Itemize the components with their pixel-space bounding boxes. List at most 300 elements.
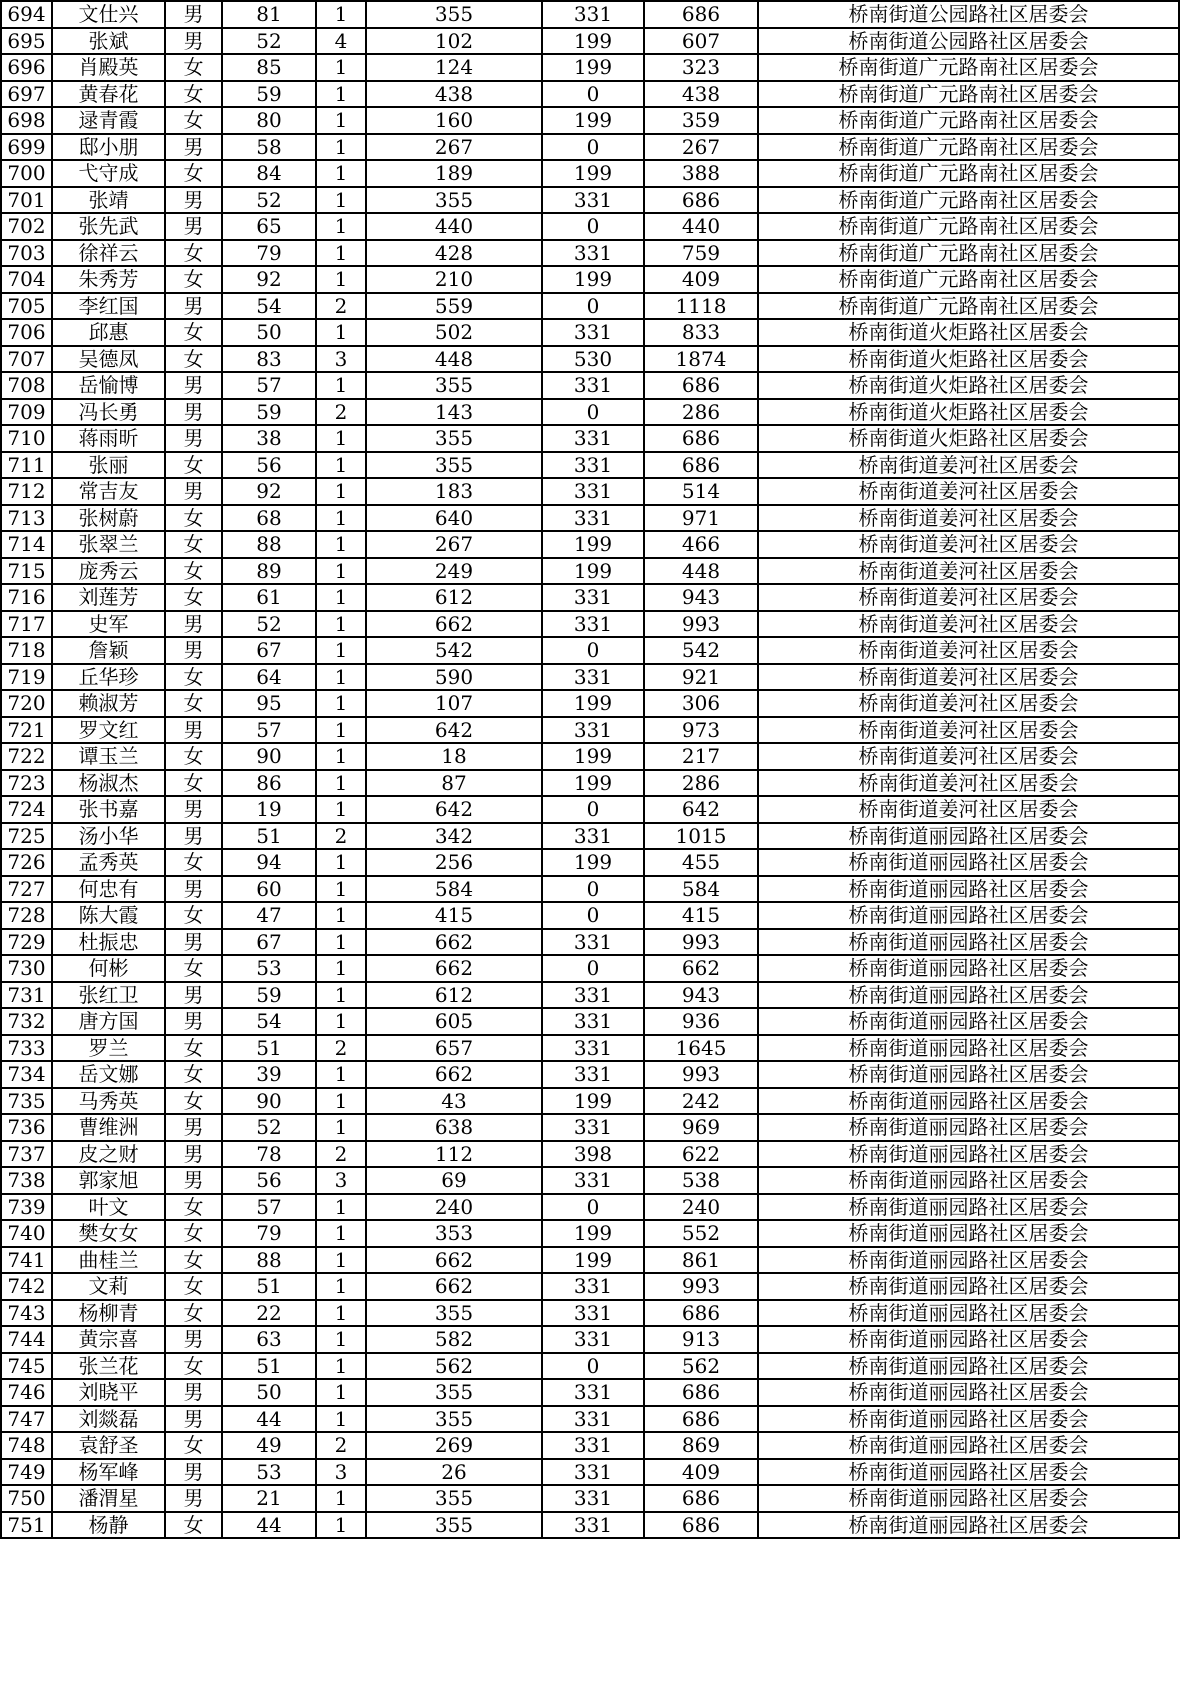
cell-community: 桥南街道丽园路社区居委会 bbox=[758, 1194, 1179, 1221]
cell-gender: 男 bbox=[165, 293, 222, 320]
cell-household-size: 1 bbox=[316, 876, 366, 903]
cell-name: 曲桂兰 bbox=[52, 1247, 165, 1274]
cell-amount-a: 267 bbox=[366, 531, 542, 558]
cell-total-amount: 686 bbox=[644, 1300, 758, 1327]
cell-amount-b: 0 bbox=[542, 637, 644, 664]
cell-amount-a: 662 bbox=[366, 1061, 542, 1088]
table-row bbox=[1, 160, 1179, 187]
cell-community: 桥南街道姜河社区居委会 bbox=[758, 452, 1179, 479]
cell-row-number: 738 bbox=[1, 1167, 52, 1194]
cell-name: 朱秀芳 bbox=[52, 266, 165, 293]
cell-total-amount: 409 bbox=[644, 266, 758, 293]
cell-amount-b: 331 bbox=[542, 425, 644, 452]
cell-household-size: 1 bbox=[316, 240, 366, 267]
cell-household-size: 1 bbox=[316, 902, 366, 929]
cell-household-size: 3 bbox=[316, 1459, 366, 1486]
cell-amount-a: 662 bbox=[366, 1247, 542, 1274]
cell-amount-b: 331 bbox=[542, 1300, 644, 1327]
cell-age: 58 bbox=[222, 134, 316, 161]
table-row bbox=[1, 690, 1179, 717]
cell-row-number: 713 bbox=[1, 505, 52, 532]
cell-total-amount: 642 bbox=[644, 796, 758, 823]
cell-amount-a: 342 bbox=[366, 823, 542, 850]
cell-amount-a: 160 bbox=[366, 107, 542, 134]
cell-amount-b: 0 bbox=[542, 1353, 644, 1380]
cell-amount-a: 249 bbox=[366, 558, 542, 585]
cell-name: 罗文红 bbox=[52, 717, 165, 744]
cell-total-amount: 552 bbox=[644, 1220, 758, 1247]
cell-age: 65 bbox=[222, 213, 316, 240]
table-row bbox=[1, 240, 1179, 267]
cell-amount-b: 199 bbox=[542, 266, 644, 293]
cell-amount-b: 331 bbox=[542, 1061, 644, 1088]
table-row bbox=[1, 505, 1179, 532]
table-row bbox=[1, 1459, 1179, 1486]
cell-amount-b: 331 bbox=[542, 982, 644, 1009]
cell-amount-b: 331 bbox=[542, 664, 644, 691]
table-row bbox=[1, 1220, 1179, 1247]
cell-row-number: 716 bbox=[1, 584, 52, 611]
cell-amount-b: 530 bbox=[542, 346, 644, 373]
cell-name: 黄春花 bbox=[52, 81, 165, 108]
cell-name: 杨静 bbox=[52, 1512, 165, 1539]
table-row bbox=[1, 982, 1179, 1009]
cell-community: 桥南街道广元路南社区居委会 bbox=[758, 187, 1179, 214]
cell-age: 52 bbox=[222, 187, 316, 214]
cell-age: 84 bbox=[222, 160, 316, 187]
cell-gender: 男 bbox=[165, 399, 222, 426]
cell-community: 桥南街道广元路南社区居委会 bbox=[758, 293, 1179, 320]
cell-row-number: 712 bbox=[1, 478, 52, 505]
cell-age: 51 bbox=[222, 1353, 316, 1380]
cell-household-size: 1 bbox=[316, 160, 366, 187]
cell-gender: 女 bbox=[165, 584, 222, 611]
cell-amount-b: 0 bbox=[542, 876, 644, 903]
cell-household-size: 3 bbox=[316, 1167, 366, 1194]
cell-name: 刘莲芳 bbox=[52, 584, 165, 611]
cell-gender: 男 bbox=[165, 823, 222, 850]
cell-age: 57 bbox=[222, 372, 316, 399]
cell-age: 81 bbox=[222, 1, 316, 28]
cell-gender: 女 bbox=[165, 902, 222, 929]
cell-gender: 女 bbox=[165, 1432, 222, 1459]
table-row bbox=[1, 1114, 1179, 1141]
cell-community: 桥南街道丽园路社区居委会 bbox=[758, 1061, 1179, 1088]
table-row bbox=[1, 1353, 1179, 1380]
cell-age: 79 bbox=[222, 1220, 316, 1247]
cell-household-size: 1 bbox=[316, 531, 366, 558]
cell-total-amount: 686 bbox=[644, 187, 758, 214]
cell-age: 95 bbox=[222, 690, 316, 717]
cell-total-amount: 1645 bbox=[644, 1035, 758, 1062]
cell-row-number: 695 bbox=[1, 28, 52, 55]
cell-household-size: 1 bbox=[316, 1194, 366, 1221]
cell-name: 张先武 bbox=[52, 213, 165, 240]
cell-community: 桥南街道丽园路社区居委会 bbox=[758, 982, 1179, 1009]
cell-age: 67 bbox=[222, 929, 316, 956]
cell-name: 叶文 bbox=[52, 1194, 165, 1221]
cell-amount-a: 415 bbox=[366, 902, 542, 929]
cell-row-number: 751 bbox=[1, 1512, 52, 1539]
cell-community: 桥南街道公园路社区居委会 bbox=[758, 28, 1179, 55]
cell-gender: 女 bbox=[165, 1061, 222, 1088]
cell-name: 潘渭星 bbox=[52, 1485, 165, 1512]
cell-total-amount: 686 bbox=[644, 1485, 758, 1512]
cell-age: 94 bbox=[222, 849, 316, 876]
cell-household-size: 1 bbox=[316, 849, 366, 876]
cell-household-size: 1 bbox=[316, 478, 366, 505]
cell-amount-a: 143 bbox=[366, 399, 542, 426]
table-row bbox=[1, 28, 1179, 55]
table-row bbox=[1, 1406, 1179, 1433]
cell-name: 杨淑杰 bbox=[52, 770, 165, 797]
cell-gender: 女 bbox=[165, 452, 222, 479]
cell-household-size: 1 bbox=[316, 584, 366, 611]
cell-household-size: 1 bbox=[316, 1353, 366, 1380]
cell-age: 80 bbox=[222, 107, 316, 134]
cell-name: 庞秀云 bbox=[52, 558, 165, 585]
cell-community: 桥南街道丽园路社区居委会 bbox=[758, 849, 1179, 876]
table-row bbox=[1, 1379, 1179, 1406]
cell-name: 罗兰 bbox=[52, 1035, 165, 1062]
cell-total-amount: 448 bbox=[644, 558, 758, 585]
table-row bbox=[1, 1, 1179, 28]
cell-name: 岳文娜 bbox=[52, 1061, 165, 1088]
cell-total-amount: 622 bbox=[644, 1141, 758, 1168]
cell-amount-a: 69 bbox=[366, 1167, 542, 1194]
cell-row-number: 694 bbox=[1, 1, 52, 28]
cell-row-number: 743 bbox=[1, 1300, 52, 1327]
cell-amount-b: 331 bbox=[542, 1485, 644, 1512]
cell-gender: 女 bbox=[165, 1035, 222, 1062]
cell-total-amount: 240 bbox=[644, 1194, 758, 1221]
cell-community: 桥南街道丽园路社区居委会 bbox=[758, 929, 1179, 956]
cell-household-size: 1 bbox=[316, 1406, 366, 1433]
cell-amount-b: 199 bbox=[542, 770, 644, 797]
cell-community: 桥南街道广元路南社区居委会 bbox=[758, 240, 1179, 267]
cell-gender: 女 bbox=[165, 1512, 222, 1539]
cell-community: 桥南街道火炬路社区居委会 bbox=[758, 399, 1179, 426]
cell-total-amount: 662 bbox=[644, 955, 758, 982]
cell-household-size: 1 bbox=[316, 717, 366, 744]
cell-name: 李红国 bbox=[52, 293, 165, 320]
cell-age: 64 bbox=[222, 664, 316, 691]
cell-community: 桥南街道火炬路社区居委会 bbox=[758, 372, 1179, 399]
cell-gender: 男 bbox=[165, 1379, 222, 1406]
cell-row-number: 745 bbox=[1, 1353, 52, 1380]
cell-community: 桥南街道姜河社区居委会 bbox=[758, 796, 1179, 823]
cell-household-size: 2 bbox=[316, 1035, 366, 1062]
cell-gender: 男 bbox=[165, 717, 222, 744]
cell-age: 50 bbox=[222, 1379, 316, 1406]
cell-age: 85 bbox=[222, 54, 316, 81]
cell-amount-b: 0 bbox=[542, 1194, 644, 1221]
cell-community: 桥南街道广元路南社区居委会 bbox=[758, 266, 1179, 293]
cell-total-amount: 323 bbox=[644, 54, 758, 81]
cell-total-amount: 869 bbox=[644, 1432, 758, 1459]
cell-amount-a: 102 bbox=[366, 28, 542, 55]
cell-gender: 女 bbox=[165, 1273, 222, 1300]
cell-community: 桥南街道丽园路社区居委会 bbox=[758, 1008, 1179, 1035]
cell-total-amount: 562 bbox=[644, 1353, 758, 1380]
cell-household-size: 1 bbox=[316, 54, 366, 81]
cell-household-size: 1 bbox=[316, 796, 366, 823]
cell-total-amount: 466 bbox=[644, 531, 758, 558]
cell-household-size: 2 bbox=[316, 1432, 366, 1459]
cell-row-number: 726 bbox=[1, 849, 52, 876]
cell-age: 21 bbox=[222, 1485, 316, 1512]
cell-amount-b: 199 bbox=[542, 849, 644, 876]
cell-community: 桥南街道丽园路社区居委会 bbox=[758, 1326, 1179, 1353]
cell-amount-a: 355 bbox=[366, 1485, 542, 1512]
cell-row-number: 711 bbox=[1, 452, 52, 479]
cell-age: 47 bbox=[222, 902, 316, 929]
cell-gender: 男 bbox=[165, 187, 222, 214]
cell-row-number: 722 bbox=[1, 743, 52, 770]
cell-amount-b: 331 bbox=[542, 1167, 644, 1194]
cell-age: 90 bbox=[222, 743, 316, 770]
cell-amount-b: 331 bbox=[542, 1379, 644, 1406]
cell-amount-a: 355 bbox=[366, 372, 542, 399]
cell-row-number: 737 bbox=[1, 1141, 52, 1168]
cell-total-amount: 415 bbox=[644, 902, 758, 929]
cell-community: 桥南街道丽园路社区居委会 bbox=[758, 1485, 1179, 1512]
cell-total-amount: 1118 bbox=[644, 293, 758, 320]
cell-community: 桥南街道丽园路社区居委会 bbox=[758, 1300, 1179, 1327]
cell-amount-b: 331 bbox=[542, 929, 644, 956]
cell-community: 桥南街道丽园路社区居委会 bbox=[758, 1141, 1179, 1168]
cell-name: 唐方国 bbox=[52, 1008, 165, 1035]
cell-name: 张靖 bbox=[52, 187, 165, 214]
cell-amount-a: 267 bbox=[366, 134, 542, 161]
cell-gender: 男 bbox=[165, 372, 222, 399]
cell-amount-b: 199 bbox=[542, 28, 644, 55]
cell-amount-a: 43 bbox=[366, 1088, 542, 1115]
cell-household-size: 1 bbox=[316, 187, 366, 214]
cell-total-amount: 921 bbox=[644, 664, 758, 691]
cell-row-number: 734 bbox=[1, 1061, 52, 1088]
cell-total-amount: 607 bbox=[644, 28, 758, 55]
table-row bbox=[1, 717, 1179, 744]
cell-total-amount: 388 bbox=[644, 160, 758, 187]
cell-household-size: 1 bbox=[316, 81, 366, 108]
cell-amount-b: 331 bbox=[542, 1114, 644, 1141]
cell-amount-b: 199 bbox=[542, 1088, 644, 1115]
cell-age: 53 bbox=[222, 1459, 316, 1486]
cell-gender: 女 bbox=[165, 1088, 222, 1115]
cell-household-size: 1 bbox=[316, 425, 366, 452]
cell-row-number: 699 bbox=[1, 134, 52, 161]
cell-row-number: 704 bbox=[1, 266, 52, 293]
cell-total-amount: 993 bbox=[644, 929, 758, 956]
cell-amount-b: 331 bbox=[542, 823, 644, 850]
cell-community: 桥南街道姜河社区居委会 bbox=[758, 478, 1179, 505]
cell-age: 49 bbox=[222, 1432, 316, 1459]
cell-amount-b: 0 bbox=[542, 796, 644, 823]
cell-amount-a: 440 bbox=[366, 213, 542, 240]
table-body bbox=[1, 1, 1179, 1538]
cell-household-size: 1 bbox=[316, 1220, 366, 1247]
cell-total-amount: 686 bbox=[644, 1406, 758, 1433]
cell-total-amount: 1015 bbox=[644, 823, 758, 850]
cell-community: 桥南街道丽园路社区居委会 bbox=[758, 1035, 1179, 1062]
cell-gender: 女 bbox=[165, 531, 222, 558]
cell-community: 桥南街道广元路南社区居委会 bbox=[758, 54, 1179, 81]
cell-row-number: 723 bbox=[1, 770, 52, 797]
table-row bbox=[1, 213, 1179, 240]
cell-amount-a: 353 bbox=[366, 1220, 542, 1247]
cell-name: 杜振忠 bbox=[52, 929, 165, 956]
cell-gender: 女 bbox=[165, 1300, 222, 1327]
cell-gender: 男 bbox=[165, 425, 222, 452]
cell-household-size: 1 bbox=[316, 770, 366, 797]
table-row bbox=[1, 584, 1179, 611]
cell-gender: 男 bbox=[165, 1008, 222, 1035]
cell-household-size: 1 bbox=[316, 1326, 366, 1353]
cell-name: 徐祥云 bbox=[52, 240, 165, 267]
cell-age: 51 bbox=[222, 1273, 316, 1300]
cell-gender: 男 bbox=[165, 1114, 222, 1141]
cell-amount-a: 662 bbox=[366, 611, 542, 638]
table-row bbox=[1, 1247, 1179, 1274]
cell-gender: 男 bbox=[165, 28, 222, 55]
cell-total-amount: 993 bbox=[644, 1061, 758, 1088]
cell-community: 桥南街道广元路南社区居委会 bbox=[758, 134, 1179, 161]
cell-total-amount: 306 bbox=[644, 690, 758, 717]
cell-gender: 男 bbox=[165, 213, 222, 240]
cell-row-number: 701 bbox=[1, 187, 52, 214]
cell-amount-b: 0 bbox=[542, 955, 644, 982]
cell-household-size: 1 bbox=[316, 1512, 366, 1539]
cell-gender: 女 bbox=[165, 240, 222, 267]
cell-row-number: 733 bbox=[1, 1035, 52, 1062]
cell-gender: 女 bbox=[165, 107, 222, 134]
cell-row-number: 708 bbox=[1, 372, 52, 399]
cell-gender: 女 bbox=[165, 558, 222, 585]
cell-amount-a: 542 bbox=[366, 637, 542, 664]
cell-row-number: 736 bbox=[1, 1114, 52, 1141]
cell-amount-b: 331 bbox=[542, 1459, 644, 1486]
cell-household-size: 4 bbox=[316, 28, 366, 55]
table-row bbox=[1, 346, 1179, 373]
cell-name: 张斌 bbox=[52, 28, 165, 55]
cell-age: 92 bbox=[222, 478, 316, 505]
cell-name: 弋守成 bbox=[52, 160, 165, 187]
cell-community: 桥南街道丽园路社区居委会 bbox=[758, 1512, 1179, 1539]
cell-amount-b: 199 bbox=[542, 1220, 644, 1247]
table-row bbox=[1, 849, 1179, 876]
table-row bbox=[1, 293, 1179, 320]
cell-household-size: 2 bbox=[316, 293, 366, 320]
cell-name: 张书嘉 bbox=[52, 796, 165, 823]
table-row bbox=[1, 1167, 1179, 1194]
cell-name: 樊女女 bbox=[52, 1220, 165, 1247]
cell-amount-a: 584 bbox=[366, 876, 542, 903]
cell-name: 张翠兰 bbox=[52, 531, 165, 558]
cell-amount-b: 398 bbox=[542, 1141, 644, 1168]
cell-row-number: 725 bbox=[1, 823, 52, 850]
cell-household-size: 1 bbox=[316, 1485, 366, 1512]
cell-amount-b: 331 bbox=[542, 372, 644, 399]
cell-name: 杨柳青 bbox=[52, 1300, 165, 1327]
cell-name: 皮之财 bbox=[52, 1141, 165, 1168]
cell-community: 桥南街道丽园路社区居委会 bbox=[758, 1406, 1179, 1433]
cell-row-number: 748 bbox=[1, 1432, 52, 1459]
cell-gender: 女 bbox=[165, 849, 222, 876]
cell-amount-a: 355 bbox=[366, 1379, 542, 1406]
cell-amount-b: 331 bbox=[542, 240, 644, 267]
cell-row-number: 742 bbox=[1, 1273, 52, 1300]
cell-amount-b: 199 bbox=[542, 107, 644, 134]
cell-gender: 男 bbox=[165, 478, 222, 505]
table-row bbox=[1, 611, 1179, 638]
cell-gender: 男 bbox=[165, 929, 222, 956]
table-row bbox=[1, 452, 1179, 479]
cell-row-number: 730 bbox=[1, 955, 52, 982]
cell-amount-a: 428 bbox=[366, 240, 542, 267]
table-row bbox=[1, 1432, 1179, 1459]
cell-gender: 男 bbox=[165, 1485, 222, 1512]
cell-gender: 男 bbox=[165, 134, 222, 161]
cell-amount-a: 87 bbox=[366, 770, 542, 797]
cell-amount-b: 0 bbox=[542, 81, 644, 108]
cell-age: 88 bbox=[222, 1247, 316, 1274]
cell-amount-b: 0 bbox=[542, 399, 644, 426]
cell-gender: 男 bbox=[165, 637, 222, 664]
table-row bbox=[1, 1194, 1179, 1221]
cell-household-size: 1 bbox=[316, 319, 366, 346]
cell-household-size: 2 bbox=[316, 1141, 366, 1168]
table-row bbox=[1, 319, 1179, 346]
cell-age: 61 bbox=[222, 584, 316, 611]
cell-row-number: 700 bbox=[1, 160, 52, 187]
cell-household-size: 1 bbox=[316, 372, 366, 399]
cell-amount-a: 256 bbox=[366, 849, 542, 876]
cell-gender: 女 bbox=[165, 81, 222, 108]
table-row bbox=[1, 266, 1179, 293]
cell-total-amount: 686 bbox=[644, 1379, 758, 1406]
cell-name: 陈大霞 bbox=[52, 902, 165, 929]
cell-community: 桥南街道姜河社区居委会 bbox=[758, 770, 1179, 797]
cell-community: 桥南街道姜河社区居委会 bbox=[758, 664, 1179, 691]
cell-total-amount: 514 bbox=[644, 478, 758, 505]
table-row bbox=[1, 823, 1179, 850]
cell-total-amount: 538 bbox=[644, 1167, 758, 1194]
cell-row-number: 729 bbox=[1, 929, 52, 956]
cell-gender: 男 bbox=[165, 1141, 222, 1168]
cell-household-size: 1 bbox=[316, 955, 366, 982]
cell-community: 桥南街道姜河社区居委会 bbox=[758, 558, 1179, 585]
cell-community: 桥南街道姜河社区居委会 bbox=[758, 690, 1179, 717]
cell-community: 桥南街道丽园路社区居委会 bbox=[758, 1379, 1179, 1406]
cell-community: 桥南街道火炬路社区居委会 bbox=[758, 346, 1179, 373]
cell-amount-b: 199 bbox=[542, 558, 644, 585]
table-row bbox=[1, 1512, 1179, 1539]
cell-total-amount: 686 bbox=[644, 1, 758, 28]
cell-row-number: 697 bbox=[1, 81, 52, 108]
cell-row-number: 709 bbox=[1, 399, 52, 426]
cell-household-size: 1 bbox=[316, 452, 366, 479]
cell-total-amount: 1874 bbox=[644, 346, 758, 373]
cell-age: 86 bbox=[222, 770, 316, 797]
table-row bbox=[1, 1485, 1179, 1512]
cell-gender: 女 bbox=[165, 266, 222, 293]
cell-age: 78 bbox=[222, 1141, 316, 1168]
cell-household-size: 1 bbox=[316, 266, 366, 293]
cell-household-size: 1 bbox=[316, 1273, 366, 1300]
cell-gender: 女 bbox=[165, 743, 222, 770]
cell-row-number: 706 bbox=[1, 319, 52, 346]
